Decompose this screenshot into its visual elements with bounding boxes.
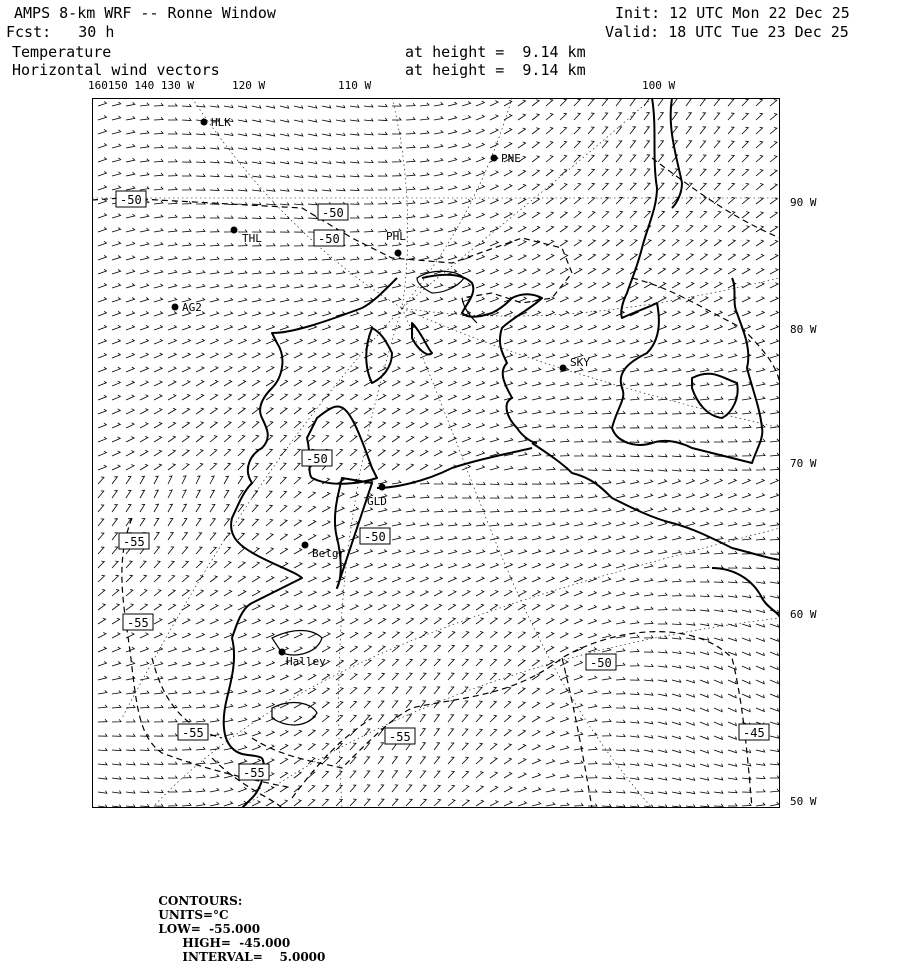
- contours-label: CONTOURS:: [158, 894, 243, 908]
- contour-label: [739, 724, 769, 740]
- height-label-1: at height = 9.14 km: [405, 43, 586, 61]
- contour-label: [360, 528, 390, 544]
- lat-label: 50 W: [790, 795, 817, 808]
- svg-text:-45: -45: [743, 726, 765, 740]
- contour-label: [123, 614, 153, 630]
- svg-text:-50: -50: [590, 656, 612, 670]
- contour-label: [385, 728, 415, 744]
- station-label-halley: Halley: [286, 655, 326, 668]
- station-marker: [279, 649, 286, 656]
- station-label-thl: THL: [242, 232, 262, 245]
- svg-text:-50: -50: [318, 232, 340, 246]
- station-marker: [560, 365, 567, 372]
- contour-label: [239, 764, 269, 780]
- map-title: AMPS 8-km WRF -- Ronne Window: [14, 4, 276, 22]
- svg-text:-55: -55: [389, 730, 411, 744]
- station-label-hlk: HLK: [211, 116, 231, 129]
- lat-label: 80 W: [790, 323, 817, 336]
- valid-time: Valid: 18 UTC Tue 23 Dec 25: [605, 23, 849, 41]
- lon-label: 120 W: [232, 79, 266, 92]
- station-marker: [395, 250, 402, 257]
- lat-label: 70 W: [790, 457, 817, 470]
- contour-label: [318, 204, 348, 220]
- station-label-gld: GLD: [367, 495, 387, 508]
- contour-label: [119, 533, 149, 549]
- interval-label: INTERVAL= 5.0000: [182, 950, 326, 964]
- height-label-2: at height = 9.14 km: [405, 61, 586, 79]
- station-marker: [379, 484, 386, 491]
- svg-text:-55: -55: [127, 616, 149, 630]
- station-label-pne: PNE: [501, 152, 521, 165]
- units-label: UNITS=°C: [158, 908, 229, 922]
- svg-text:-50: -50: [322, 206, 344, 220]
- lat-label: 90 W: [790, 196, 817, 209]
- lon-label: 100 W: [642, 79, 676, 92]
- contour-label: [116, 191, 146, 207]
- station-label-sky: SKY: [570, 356, 590, 369]
- init-time: Init: 12 UTC Mon 22 Dec 25: [615, 4, 850, 22]
- svg-text:-55: -55: [182, 726, 204, 740]
- contour-label: [586, 654, 616, 670]
- field-name-wind: Horizontal wind vectors: [12, 61, 220, 79]
- svg-text:-55: -55: [123, 535, 145, 549]
- contour-legend: [150, 880, 331, 964]
- station-marker: [201, 119, 208, 126]
- station-label-ag2: AG2: [182, 301, 202, 314]
- lon-label: 110 W: [338, 79, 372, 92]
- svg-text:-50: -50: [364, 530, 386, 544]
- forecast-hour: Fcst: 30 h: [6, 23, 115, 41]
- contour-label: [314, 230, 344, 246]
- svg-text:-50: -50: [120, 193, 142, 207]
- svg-text:-50: -50: [306, 452, 328, 466]
- low-label: LOW= -55.000: [158, 922, 261, 936]
- station-label-belgr: Belgr: [312, 547, 346, 560]
- map-frame: [93, 99, 780, 808]
- contour-label: [178, 724, 208, 740]
- station-marker: [302, 542, 309, 549]
- station-label-phl: PHL: [386, 230, 406, 243]
- map-panel: [92, 98, 780, 808]
- high-label: HIGH= -45.000: [182, 936, 291, 950]
- station-marker: [172, 304, 179, 311]
- svg-text:-55: -55: [243, 766, 265, 780]
- station-marker: [491, 155, 498, 162]
- lon-label: 160150 140 130 W: [88, 79, 194, 92]
- station-marker: [231, 227, 238, 234]
- lat-label: 60 W: [790, 608, 817, 621]
- contour-label: [302, 450, 332, 466]
- field-name-temperature: Temperature: [12, 43, 112, 61]
